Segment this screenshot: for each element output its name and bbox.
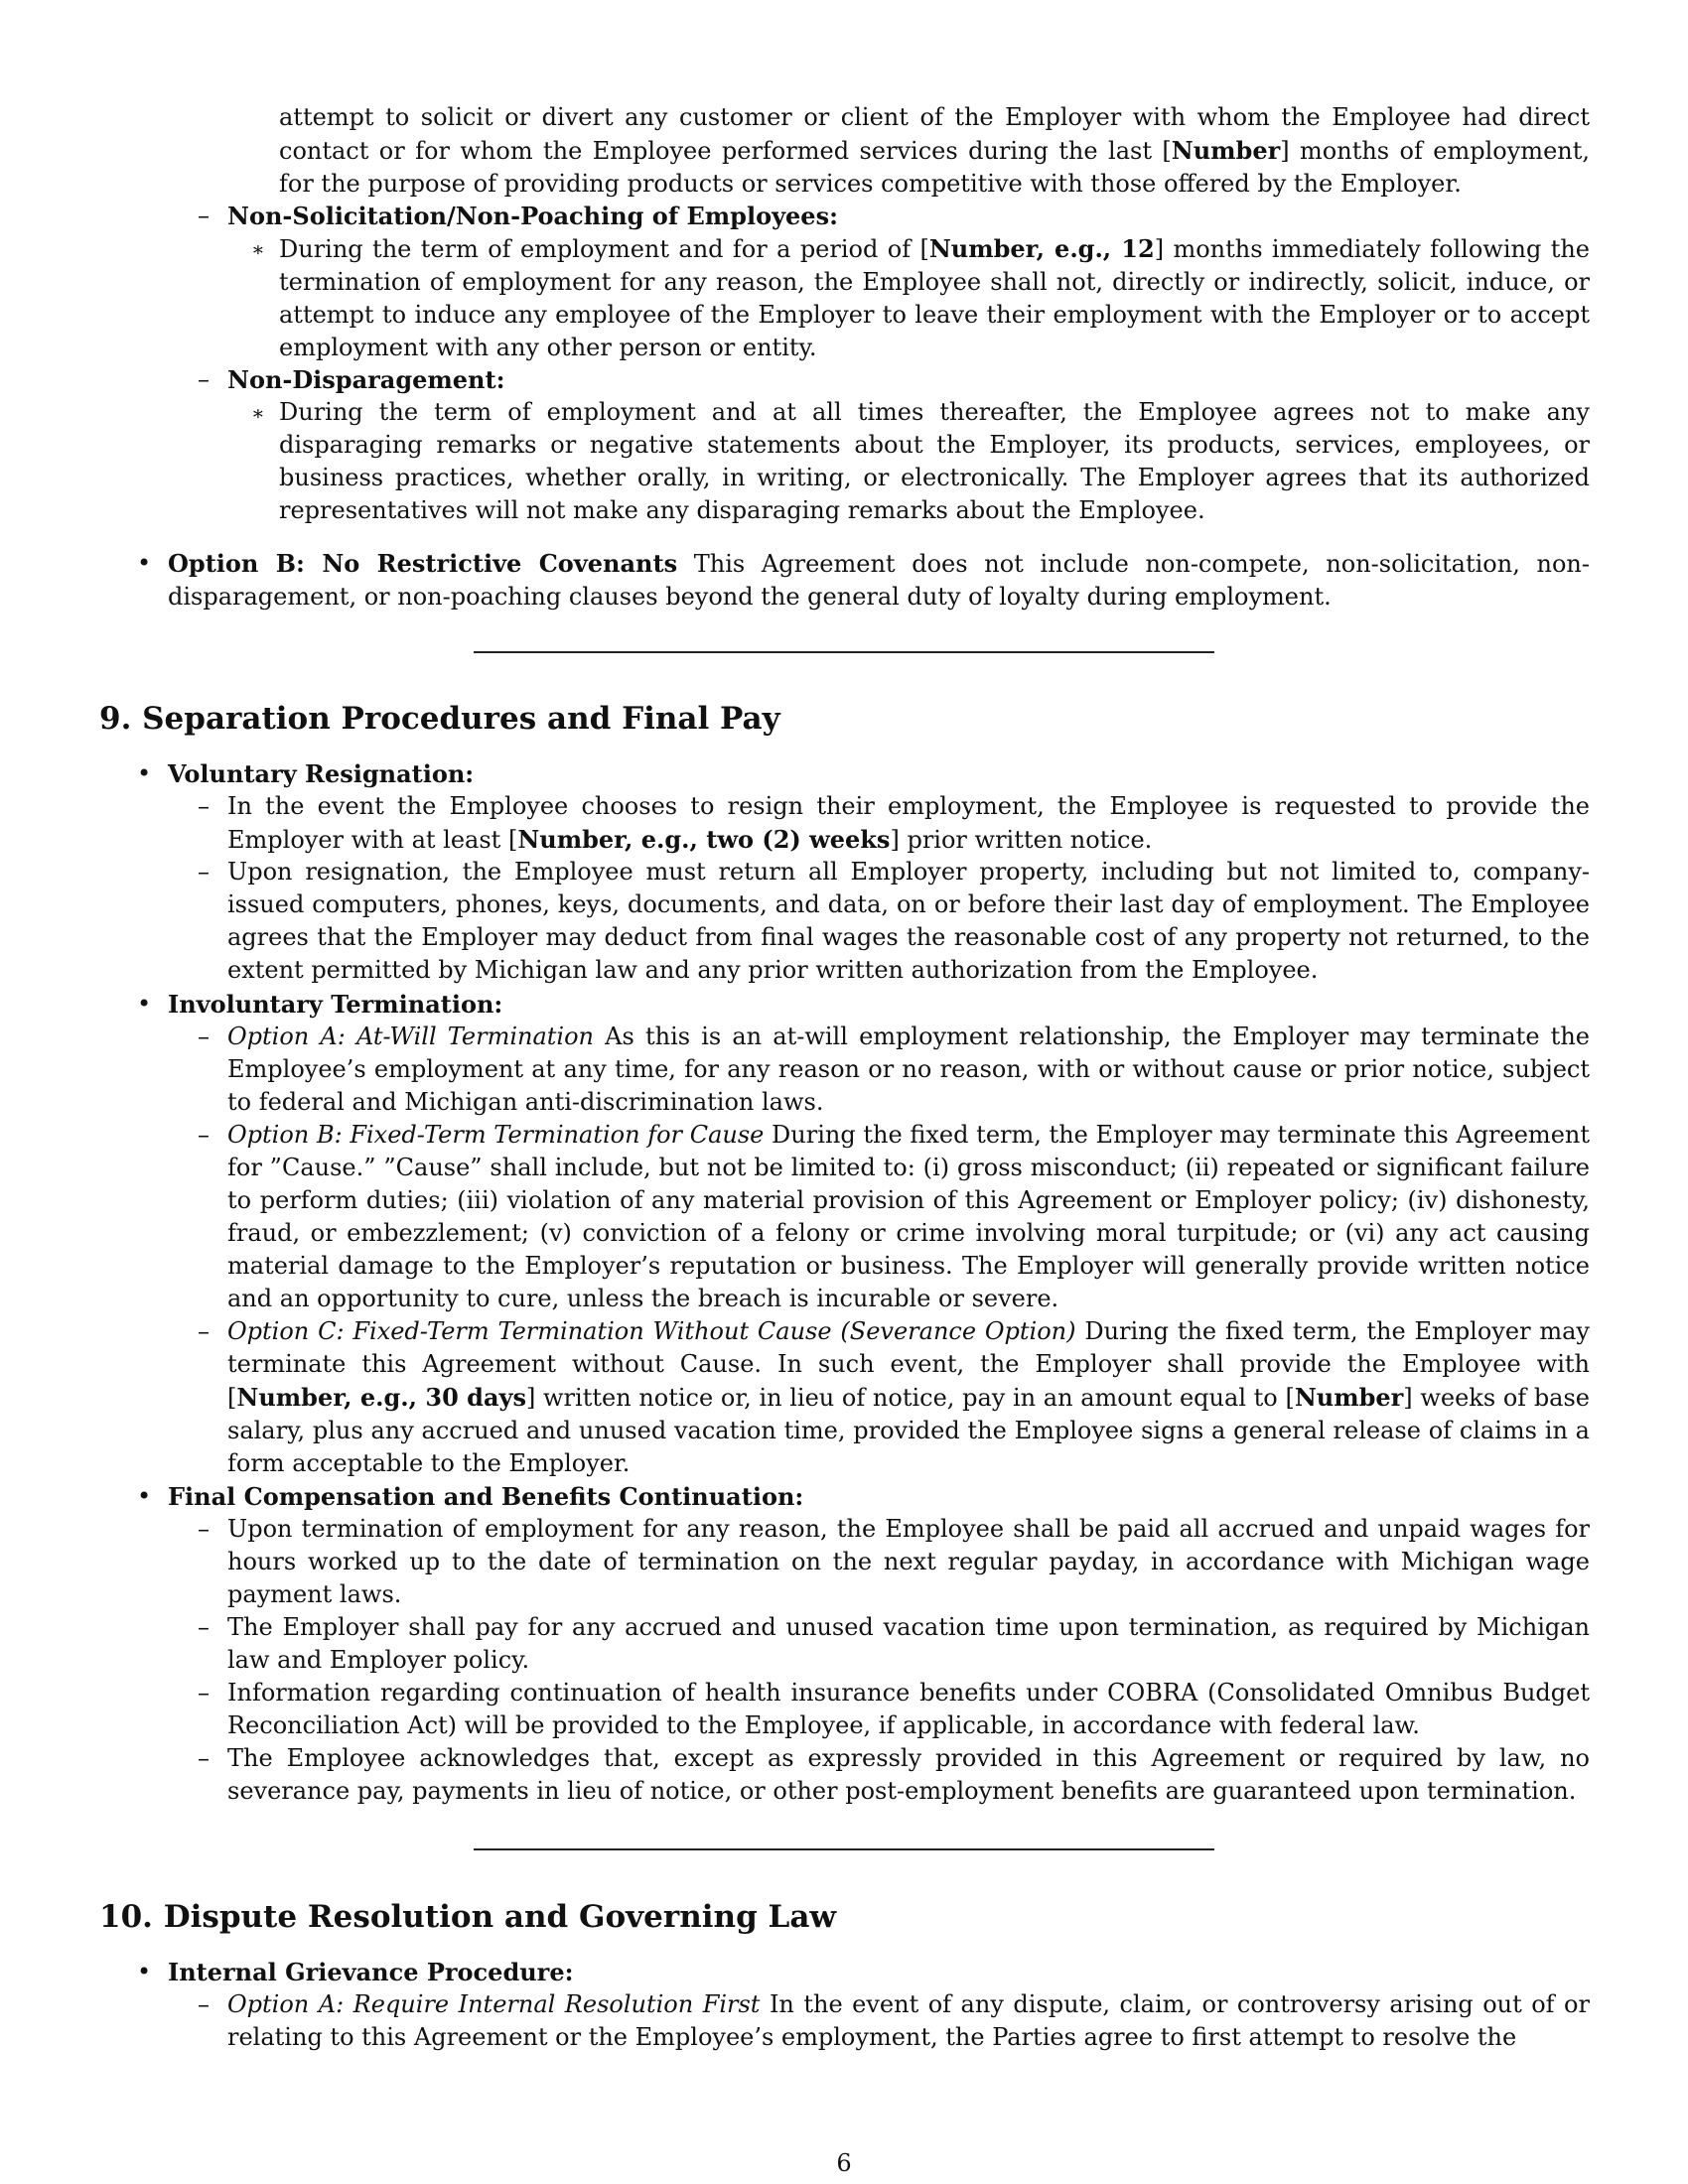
- final-wages-paragraph: Upon termination of employment for any reason, the Employee shall be paid all accrued and unpaid wages for hours worked up to the date of termination on the next regular payday, in accordance with Michigan wage payment laws.: [227, 1515, 1590, 1608]
- bullet: •: [137, 759, 152, 787]
- bullet: •: [137, 1482, 152, 1510]
- option-a-at-will-paragraph: Option A: At-Will Termination As this is an at-will employment relationship, the Employer may terminate the Employee’s employment at any time, for any reason or no reason, with or without cause or prior notice, subject to federal and Michigan anti-discrimination laws.: [227, 1023, 1590, 1116]
- customer-nonsolicit-continuation: attempt to solicit or divert any customer or client of the Employer with whom the Employee had direct contact or for whom the Employee performed services during the last [Number] months of employment, for the purpose of providing products or services competitive with those offered by the Employer.: [279, 103, 1591, 198]
- involuntary-termination-heading: Involuntary Termination:: [168, 990, 503, 1019]
- voluntary-resignation-heading: Voluntary Resignation:: [168, 759, 475, 788]
- dash-bullet: –: [198, 365, 210, 393]
- placeholder-number: Number: [1294, 1383, 1404, 1412]
- option-c-without-cause-paragraph: Option C: Fixed-Term Termination Without Cause (Severance Option) During the fixed term, the Employer may terminate this Agreement without Cause. In such event, the Employer shall provide the Employee with [Number, e.g., 30 days] written notice or, in lieu of notice, pay in an amount equal to [Number] weeks of base salary, plus any accrued and unused vacation time, provided the Employee signs a general release of claims in a form acceptable to the Employer.: [227, 1317, 1591, 1477]
- option-a-internal-resolution-paragraph: Option A: Require Internal Resolution First In the event of any dispute, claim, or controversy arising out of or relating to this Agreement or the Employee’s employment, the Parties agree to first attempt to resolve the: [227, 1990, 1590, 2051]
- return-property-paragraph: Upon resignation, the Employee must return all Employer property, including but not limited to, company-issued computers, phones, keys, documents, and data, on or before their last day of employment. The Employee agrees that the Employer may deduct from final wages the reasonable cost of any property not returned, to the extent permitted by Michigan law and any prior written authorization from the Employee.: [227, 858, 1590, 984]
- dash-bullet: –: [198, 1023, 210, 1050]
- placeholder-notice-period: Number, e.g., two (2) weeks: [517, 825, 891, 854]
- nonsolicit-heading: Non-Solicitation/Non-Poaching of Employees:: [227, 202, 838, 230]
- no-severance-paragraph: The Employee acknowledges that, except as expressly provided in this Agreement or required by law, no severance pay, payments in lieu of notice, or other post-employment benefits are guaranteed upon termination.: [227, 1744, 1590, 1805]
- dash-bullet: –: [198, 858, 210, 886]
- dash-bullet: –: [198, 202, 210, 229]
- dash-bullet: –: [198, 1679, 210, 1706]
- section-10-heading: 10. Dispute Resolution and Governing Law: [99, 1899, 837, 1935]
- final-compensation-heading: Final Compensation and Benefits Continuation:: [168, 1482, 804, 1511]
- placeholder-number: Number, e.g., 12: [928, 234, 1155, 263]
- dash-bullet: –: [198, 1613, 210, 1641]
- internal-grievance-heading: Internal Grievance Procedure:: [168, 1958, 574, 1986]
- section-9-heading: 9. Separation Procedures and Final Pay: [99, 701, 780, 737]
- cobra-paragraph: Information regarding continuation of health insurance benefits under COBRA (Consolidated Omnibus Budget Reconciliation Act) will be provided to the Employee, if applicable, in accordance with federal law.: [227, 1679, 1590, 1739]
- asterisk-bullet: ∗: [251, 401, 265, 425]
- section-divider: [474, 651, 1214, 653]
- section-divider: [474, 1848, 1214, 1850]
- dash-bullet: –: [198, 1990, 210, 2018]
- bullet: •: [137, 549, 152, 577]
- nonsolicit-paragraph: During the term of employment and for a period of [Number, e.g., 12] months immediately following the termination of employment for any reason, the Employee shall not, directly or indirectly, solicit, induce, or attempt to induce any employee of the Employer to leave their employment with the Employer or to accept employment with any other person or entity.: [279, 234, 1591, 361]
- option-b-no-restrictive-covenants: Option B: No Restrictive Covenants This Agreement does not include non-compete, non-solicitation, non-disparagement, or non-poaching clauses beyond the general duty of loyalty during employment.: [168, 549, 1590, 611]
- bullet: •: [137, 1958, 152, 1985]
- page-number: 6: [836, 2149, 852, 2177]
- placeholder-notice-days: Number, e.g., 30 days: [236, 1383, 526, 1412]
- nondisparagement-heading: Non-Disparagement:: [227, 365, 505, 394]
- dash-bullet: –: [198, 1515, 210, 1543]
- asterisk-bullet: ∗: [251, 237, 265, 261]
- nondisparagement-paragraph: During the term of employment and at all times thereafter, the Employee agrees not to make any disparaging remarks or negative statements about the Employer, its products, services, employees, or business practices, whether orally, in writing, or electronically. The Employer agrees that its authorized representatives will not make any disparaging remarks about the Employee.: [279, 398, 1590, 524]
- voluntary-notice-paragraph: In the event the Employee chooses to resign their employment, the Employee is requested to provide the Employer with at least [Number, e.g., two (2) weeks] prior written notice.: [227, 792, 1590, 854]
- bullet: •: [137, 990, 152, 1018]
- vacation-payout-paragraph: The Employer shall pay for any accrued and unused vacation time upon termination, as required by Michigan law and Employer policy.: [227, 1613, 1590, 1674]
- option-b-for-cause-paragraph: Option B: Fixed-Term Termination for Cause During the fixed term, the Employer may terminate this Agreement for ”Cause.” ”Cause” shall include, but not be limited to: (i) gross misconduct; (ii) repeated or significant failure to perform duties; (iii) violation of any material provision of this Agreement or Employer policy; (iv) dishonesty, fraud, or embezzlement; (v) conviction of a felony or crime involving moral turpitude; or (vi) any act causing material damage to the Employer’s reputation or business. The Employer will generally provide written notice and an opportunity to cure, unless the breach is incurable or severe.: [227, 1121, 1590, 1312]
- dash-bullet: –: [198, 1121, 210, 1149]
- dash-bullet: –: [198, 792, 210, 820]
- dash-bullet: –: [198, 1317, 210, 1345]
- placeholder-number: Number: [1171, 136, 1281, 165]
- dash-bullet: –: [198, 1744, 210, 1772]
